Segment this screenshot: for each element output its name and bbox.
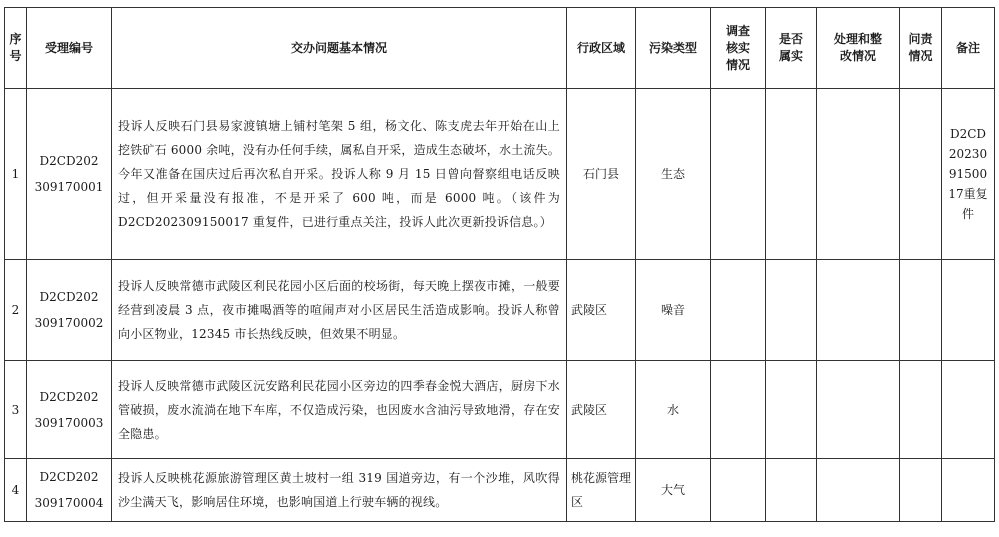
id-line2: 309170004	[34, 496, 104, 510]
cell-account	[900, 459, 942, 522]
cell-seq: 3	[5, 361, 27, 459]
cell-desc: 投诉人反映桃花源旅游管理区黄土坡村一组 319 国道旁边，有一个沙堆，风吹得沙尘满天飞，影响居住环境，也影响国道上行驶车辆的视线。	[112, 459, 567, 522]
header-type: 污染类型	[636, 8, 711, 89]
header-region: 行政区域	[567, 8, 636, 89]
cell-handling	[817, 459, 900, 522]
header-row	[5, 8, 995, 89]
id-line1: D2CD202	[39, 154, 99, 168]
cell-verified	[711, 260, 766, 361]
header-seq: 序号	[5, 8, 27, 89]
cell-remark	[942, 459, 995, 522]
cell-type: 大气	[636, 459, 711, 522]
cell-desc: 投诉人反映常德市武陵区沅安路利民花园小区旁边的四季春金悦大酒店，厨房下水管破损，废水流淌在地下车库，不仅造成污染，也因废水含油污导致地滑，存在安全隐患。	[112, 361, 567, 459]
cell-type: 生态	[636, 89, 711, 260]
cell-id	[27, 361, 112, 459]
header-account: 问责情况	[900, 8, 942, 89]
id-line1: D2CD202	[39, 290, 99, 304]
id-line2: 309170003	[34, 415, 104, 430]
cell-seq: 4	[5, 459, 27, 522]
cell-type: 噪音	[636, 260, 711, 361]
table-row	[5, 260, 995, 361]
cell-account	[900, 89, 942, 260]
header-id: 受理编号	[27, 8, 112, 89]
cell-true-flag	[766, 260, 817, 361]
cell-desc: 投诉人反映常德市武陵区利民花园小区后面的校场街，每天晚上摆夜市摊，一般要经营到凌晨 3 点，夜市摊喝酒等的喧闹声对小区居民生活造成影响。投诉人称曾向小区物业，12345 市长热线反映，但效果不明显。	[112, 260, 567, 361]
cell-account	[900, 260, 942, 361]
cell-verified	[711, 361, 766, 459]
cell-region: 桃花源管理区	[567, 459, 636, 522]
id-line2: 309170001	[34, 180, 104, 194]
id-line1: D2CD202	[39, 470, 99, 484]
table-row	[5, 459, 995, 522]
cell-id	[27, 89, 112, 260]
cell-region: 石门县	[567, 89, 636, 260]
cell-true-flag	[766, 361, 817, 459]
table-row	[5, 89, 995, 260]
cell-id	[27, 459, 112, 522]
cell-account	[900, 361, 942, 459]
cell-handling	[817, 260, 900, 361]
header-verified: 调查核实情况	[711, 8, 766, 89]
cell-region: 武陵区	[567, 361, 636, 459]
header-true-flag: 是否属实	[766, 8, 817, 89]
cell-handling	[817, 361, 900, 459]
complaint-table	[4, 7, 995, 522]
id-line1: D2CD202	[39, 389, 99, 404]
cell-true-flag	[766, 459, 817, 522]
cell-remark	[942, 260, 995, 361]
cell-true-flag	[766, 89, 817, 260]
cell-remark	[942, 361, 995, 459]
header-remark: 备注	[942, 8, 995, 89]
cell-type: 水	[636, 361, 711, 459]
id-line2: 309170002	[34, 316, 104, 330]
header-handling: 处理和整改情况	[817, 8, 900, 89]
cell-verified	[711, 459, 766, 522]
cell-handling	[817, 89, 900, 260]
cell-id	[27, 260, 112, 361]
cell-region: 武陵区	[567, 260, 636, 361]
cell-desc: 投诉人反映石门县易家渡镇塘上铺村笔架 5 组，杨文化、陈支虎去年开始在山上挖铁矿石 6000 余吨，没有办任何手续，属私自开采，造成生态破坏，水土流失。今年又准备在国庆过后再次私自开采。投诉人称 9 月 15 日曾向督察组电话反映过，但开采量没有报准，不是开采了 600 吨，而是 6000 吨。（该件为 D2CD202309150017 重复件，已进行重点关注，投诉人此次更新投诉信息。）	[112, 89, 567, 260]
cell-seq: 2	[5, 260, 27, 361]
cell-seq: 1	[5, 89, 27, 260]
header-desc: 交办问题基本情况	[112, 8, 567, 89]
table-row	[5, 361, 995, 459]
cell-verified	[711, 89, 766, 260]
cell-remark: D2CD2023091500 17重复件	[942, 89, 995, 260]
